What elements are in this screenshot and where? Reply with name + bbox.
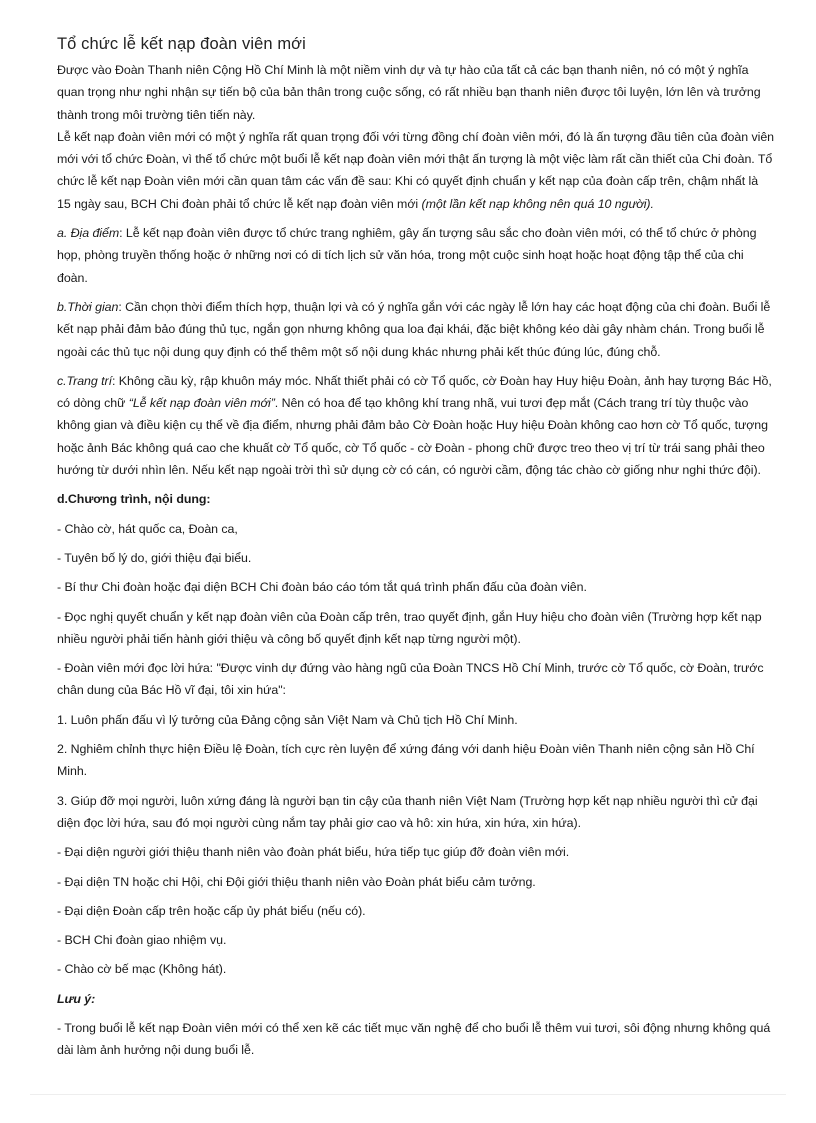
list-item: 3. Giúp đỡ mọi người, luôn xứng đáng là người bạn tin cậy của thanh niên Việt Nam (Trường hợp kết nạp nhiều người thì cử đại diện đọc lời hứa, sau đó mọi người cùng nắm tay phải giơ cao và hô: xin hứa, xin hứa, xin hứa). bbox=[57, 793, 758, 830]
section-c-quote: “Lễ kết nạp đoàn viên mới” bbox=[128, 396, 275, 411]
intro-paragraph-2 bbox=[57, 126, 774, 215]
list-item: - Đại diện TN hoặc chi Hội, chi Đội giới thiệu thanh niên vào Đoàn phát biểu cảm tưởng. bbox=[57, 874, 536, 889]
section-b-label: b.Thời gian bbox=[57, 299, 119, 314]
document-title: Tổ chức lễ kết nạp đoàn viên mới bbox=[57, 35, 306, 53]
section-c-text-2: . Nên có hoa để tạo không khí trang nhã, vui tươi đẹp mắt (Cách trang trí tùy thuộc vào không gian và điều kiện cụ thể về địa điểm, nhưng phải đảm bảo Cờ Đoàn hoặc Huy hiệu Đoàn không cao hơn cờ Tổ quốc, tượng hoặc ảnh Bác không quá cao che khuất cờ Tổ quốc, cờ Tổ quốc - cờ Đoàn - phong chữ được treo theo vị trí từ trái sang phải theo hướng từ dưới nhìn lên. Nếu kết nạp ngoài trời thì sử dụng cờ có cán, có người cầm, động tác chào cờ giống như nghi thức đội). bbox=[57, 396, 768, 478]
note-heading: Lưu ý: bbox=[57, 991, 96, 1006]
list-item: - Đại diện người giới thiệu thanh niên vào đoàn phát biểu, hứa tiếp tục giúp đỡ đoàn viên mới. bbox=[57, 845, 570, 860]
list-item: 2. Nghiêm chỉnh thực hiện Điều lệ Đoàn, tích cực rèn luyện để xứng đáng với danh hiệu Đoàn viên Thanh niên cộng sản Hồ Chí Minh. bbox=[57, 742, 755, 779]
section-a-label: a. Địa điểm bbox=[57, 226, 120, 241]
list-item: - Đoàn viên mới đọc lời hứa: "Được vinh dự đứng vào hàng ngũ của Đoàn TNCS Hồ Chí Minh, trước cờ Tổ quốc, cờ Đoàn, trước chân dung của Bác Hồ vĩ đại, tôi xin hứa": bbox=[57, 661, 764, 698]
section-a-text: : Lễ kết nạp đoàn viên được tổ chức trang nghiêm, gây ấn tượng sâu sắc cho đoàn viên mới, có thể tổ chức ở phòng họp, phòng truyền thống hoặc ở những nơi có di tích lịch sử văn hóa, trong một cuộc sinh hoạt hoặc hoạt động tập thể của chi đoàn. bbox=[57, 226, 757, 285]
section-c-paragraph bbox=[57, 370, 774, 481]
intro-paragraph-2-text: Lễ kết nạp đoàn viên mới có một ý nghĩa rất quan trọng đối với từng đồng chí đoàn viên mới, đó là ấn tượng đầu tiên của đoàn viên mới với tổ chức Đoàn, vì thế tổ chức một buổi lễ kết nạp đoàn viên mới thật ấn tượng là một việc làm rất cần thiết của Chi đoàn. Tổ chức lễ kết nạp Đoàn viên mới cần quan tâm các vấn đề sau: Khi có quyết định chuẩn y kết nạp của đoàn cấp trên, chậm nhất là 15 ngày sau, BCH Chi đoàn phải tổ chức lễ kết nạp đoàn viên mới bbox=[57, 129, 775, 211]
list-item: 1. Luôn phấn đấu vì lý tưởng của Đảng cộng sản Việt Nam và Chủ tịch Hồ Chí Minh. bbox=[57, 712, 518, 727]
section-b-text: : Cần chọn thời điểm thích hợp, thuận lợi và có ý nghĩa gắn với các ngày lễ lớn hay các hoạt động của chi đoàn. Buổi lễ kết nạp phải đảm bảo đúng thủ tục, ngắn gọn nhưng không qua loa đại khái, đặc biệt không kéo dài gây nhàm chán. Trong buổi lễ ngoài các thủ tục nội dung quy định có thể thêm một số nội dung khác nhưng phải kết thúc đúng lúc, đúng chỗ. bbox=[57, 299, 771, 359]
list-item: - Chào cờ, hát quốc ca, Đoàn ca, bbox=[57, 521, 238, 536]
section-d-heading: d.Chương trình, nội dung: bbox=[57, 492, 211, 507]
note-paragraph: - Trong buổi lễ kết nạp Đoàn viên mới có thể xen kẽ các tiết mục văn nghệ để cho buổi lễ thêm vui tươi, sôi động nhưng không quá dài làm ảnh hưởng nội dung buổi lễ. bbox=[57, 1020, 771, 1058]
intro-paragraph-1: Được vào Đoàn Thanh niên Cộng Hồ Chí Minh là một niềm vinh dự và tự hào của tất cả các bạn thanh niên, nó có một ý nghĩa quan trọng như nghi nhận sự tiến bộ của bản thân trong cuộc sống, có rất nhiều bạn thanh niên được tôi luyện, lớn lên và trưởng thành trong môi trường tiên tiến này. bbox=[57, 63, 761, 122]
list-item: - Tuyên bố lý do, giới thiệu đại biểu. bbox=[57, 550, 252, 565]
section-b-paragraph bbox=[57, 296, 774, 363]
list-item: - Bí thư Chi đoàn hoặc đại diện BCH Chi đoàn báo cáo tóm tắt quá trình phấn đấu của đoàn viên. bbox=[57, 580, 587, 595]
section-a-paragraph bbox=[57, 222, 774, 289]
intro-paragraph-2-note: (một lần kết nạp không nên quá 10 người). bbox=[421, 196, 654, 211]
list-item: - Đại diện Đoàn cấp trên hoặc cấp ủy phát biểu (nếu có). bbox=[57, 903, 366, 918]
list-item: - Đọc nghị quyết chuẩn y kết nạp đoàn viên của Đoàn cấp trên, trao quyết định, gắn Huy hiệu cho đoàn viên (Trường hợp kết nạp nhiều người phải tiến hành giới thiệu và công bố quyết định kết nạp từng người một). bbox=[57, 609, 762, 646]
page-bottom-divider bbox=[30, 1094, 786, 1095]
list-item: - BCH Chi đoàn giao nhiệm vụ. bbox=[57, 933, 227, 948]
section-c-label: c.Trang trí bbox=[57, 373, 112, 388]
section-c-text-1: : Không cầu kỳ, rập khuôn máy móc. Nhất thiết phải có cờ Tổ quốc, cờ Đoàn hay Huy hiệu Đoàn, ảnh hay tượng Bác Hồ, có dòng chữ bbox=[57, 373, 772, 411]
list-item: - Chào cờ bế mạc (Không hát). bbox=[57, 962, 227, 977]
